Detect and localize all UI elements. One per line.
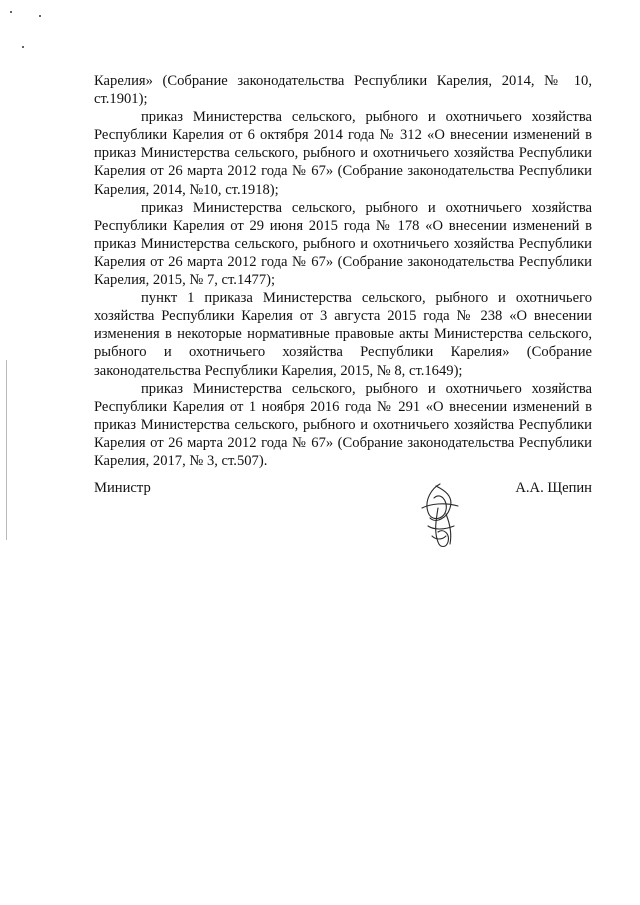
- paragraph: приказ Министерства сельского, рыбного и охотничьего хозяйства Республики Карелия от 1 ноября 2016 года № 291 «О внесении изменений в приказ Министерства сельского, рыбного и охотничьего хозяйства Республики Карелия от 26 марта 2012 года № 67» (Собрание законодательства Республики Карелия, 2017, № 3, ст.507).: [94, 380, 592, 469]
- paragraph: приказ Министерства сельского, рыбного и охотничьего хозяйства Республики Карелия от 6 октября 2014 года № 312 «О внесении изменений в приказ Министерства сельского, рыбного и охотничьего хозяйства Республики Карелия от 26 марта 2012 года № 67» (Собрание законодательства Республики Карелия, 2014, №10, ст.1918);: [94, 109, 592, 198]
- paragraph: приказ Министерства сельского, рыбного и охотничьего хозяйства Республики Карелия от 29 июня 2015 года № 178 «О внесении изменений в приказ Министерства сельского, рыбного и охотничьего хозяйства Республики Карелия от 26 марта 2012 года № 67» (Собрание законодательства Республики Карелия, 2015, № 7, ст.1477);: [94, 199, 592, 289]
- signatory-name: А.А. Щепин: [515, 480, 592, 496]
- scan-speck: [10, 11, 12, 13]
- signatory-title: Министр: [94, 480, 151, 496]
- paragraph: Карелия» (Собрание законодательства Республики Карелия, 2014, № 10, ст.1901);: [94, 73, 592, 108]
- document-body: [94, 72, 592, 470]
- scan-speck: [22, 46, 24, 48]
- paragraph: пункт 1 приказа Министерства сельского, рыбного и охотничьего хозяйства Республики Карелия от 3 августа 2015 года № 238 «О внесении изменения в некоторые нормативные правовые акты Министерства сельского, рыбного и охотничьего хозяйства Республики Карелия» (Собрание законодательства Республики Карелия, 2015, № 8, ст.1649);: [94, 290, 592, 379]
- signature-row: [94, 480, 592, 510]
- scan-edge-line: [6, 360, 7, 540]
- handwritten-signature: [410, 478, 470, 553]
- scan-speck: [39, 15, 41, 17]
